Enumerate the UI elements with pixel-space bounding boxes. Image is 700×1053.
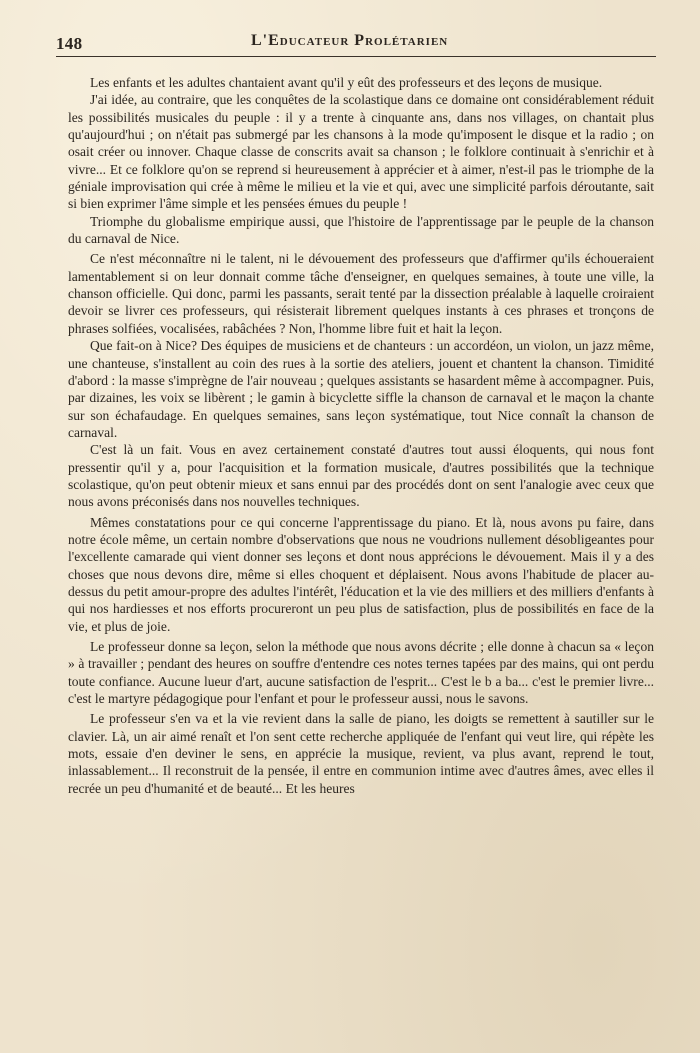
header-rule — [56, 56, 656, 57]
paragraph: Ce n'est méconnaître ni le talent, ni le dévouement des professeurs que d'affirmer qu'ils échoueraient lamentablement si on leur donnait comme tâche d'enseigner, en quelques semaines, à toute une ville, la chanson officielle. Qui donc, parmi les passants, serait tenté par la dissection préalable à laquelle croiraient devoir se livrer ces professeurs, qui résisterait librement quelques instants à ces phrases et tronçons de phrases solfiées, vocalisées, rabâchées ? Non, l'homme libre fuit et hait la leçon. — [68, 251, 654, 336]
paragraph: Les enfants et les adultes chantaient avant qu'il y eût des professeurs et des leçons de musique. — [90, 75, 603, 90]
paragraph: Le professeur donne sa leçon, selon la méthode que nous avons décrite ; elle donne à chacun sa « leçon » à travailler ; pendant des heures on souffre d'entendre ces notes ternes tapées par des mains, qui ont perdu toute confiance. Aucune lueur d'art, aucune satisfaction de l'esprit... C'est le b a ba... c'est le premier livre... c'est le martyre pédagogique pour l'enfant et pour le professeur aussi, nous le savons. — [68, 639, 654, 707]
paragraph: Triomphe du globalisme empirique aussi, que l'histoire de l'apprentissage par le peuple de la chanson du carnaval de Nice. — [68, 213, 654, 247]
paragraph: Mêmes constatations pour ce qui concerne l'apprentissage du piano. Et là, nous avons pu faire, dans notre école même, un certain nombre d'observations que nous ne voudrions nullement désobligeantes pour l'excellente camarade qui vient donner ses leçons et dont nous apprécions le dévouement. Mais il y a des choses que nous devons dire, même si elles choquent et déplaisent. Nous avons l'habitude de placer au-dessus du petit amour-propre des adultes l'intérêt, l'éducation et la vie des milliers et des milliers d'enfants à qui nos hardiesses et nos efforts procureront un peu plus de satisfaction, plus de possibilités en face de la vie, et plus de joie. — [68, 514, 654, 634]
page-header — [56, 32, 656, 56]
body-text — [68, 74, 654, 800]
paragraph: Que fait-on à Nice? Des équipes de musiciens et de chanteurs : un accordéon, un violon, un jazz même, une chanteuse, s'installent au coin des rues à la sortie des ateliers, jouent et chantent la chanson. Timidité d'abord : la masse s'imprègne de l'air nouveau ; quelques assistants se hasardent même à accompagner. Puis, par dizaines, les voix se libèrent ; le gamin à bicyclette siffle la chanson de carnaval et le maçon la chante sur son échafaudage. En quelques semaines, sans leçon systématique, tout Nice connaît la chanson de carnaval. — [68, 338, 654, 440]
paragraph: Le professeur s'en va et la vie revient dans la salle de piano, les doigts se remettent à sautiller sur le clavier. Là, un air aimé renaît et l'on sent cette recherche appliquée de l'enfant qui veut lire, qui répète les mots, essaie d'en deviner le sens, en apprécie la musique, revient, va plus avant, reprend le tout, inlassablement... Il reconstruit de la pensée, il entre en communion intime avec d'autres âmes, avec elles il recrée un peu d'humanité et de beauté... Et les heures — [68, 711, 654, 796]
paragraph: C'est là un fait. Vous en avez certainement constaté d'autres tout aussi éloquents, qui nous font pressentir qu'il y a, pour l'acquisition et la formation musicale, d'autres possibilités que la technique scolastique, qu'on peut obtenir mieux et sans ennui par des procédés dont on sent l'analogie avec ceux que nous avons préconisés dans nos nouvelles techniques. — [68, 442, 654, 510]
paragraph: J'ai idée, au contraire, que les conquêtes de la scolastique dans ce domaine ont considérablement réduit les possibilités musicales du peuple : il y a trente à cinquante ans, dans nos villages, on chantait plus qu'aujourd'hui ; on n'était pas submergé par les chansons à la mode qu'imposent le disque et la radio ; on osait créer ou innover. Chaque classe de conscrits avait sa chanson ; le folklore continuait à s'enrichir et à vivre... Et ce folklore qu'on se reprend si heureusement à apprécier et à aimer, n'est-il pas le triomphe de la géniale improvisation qui crée à même le milieu et la vie et qui, avec une simplicité parfois déroutante, sait si bien exprimer l'âme simple et les pensées émues du peuple ! — [68, 92, 654, 212]
running-title: L'Educateur Prolétarien — [251, 32, 449, 49]
page-number: 148 — [56, 34, 83, 53]
